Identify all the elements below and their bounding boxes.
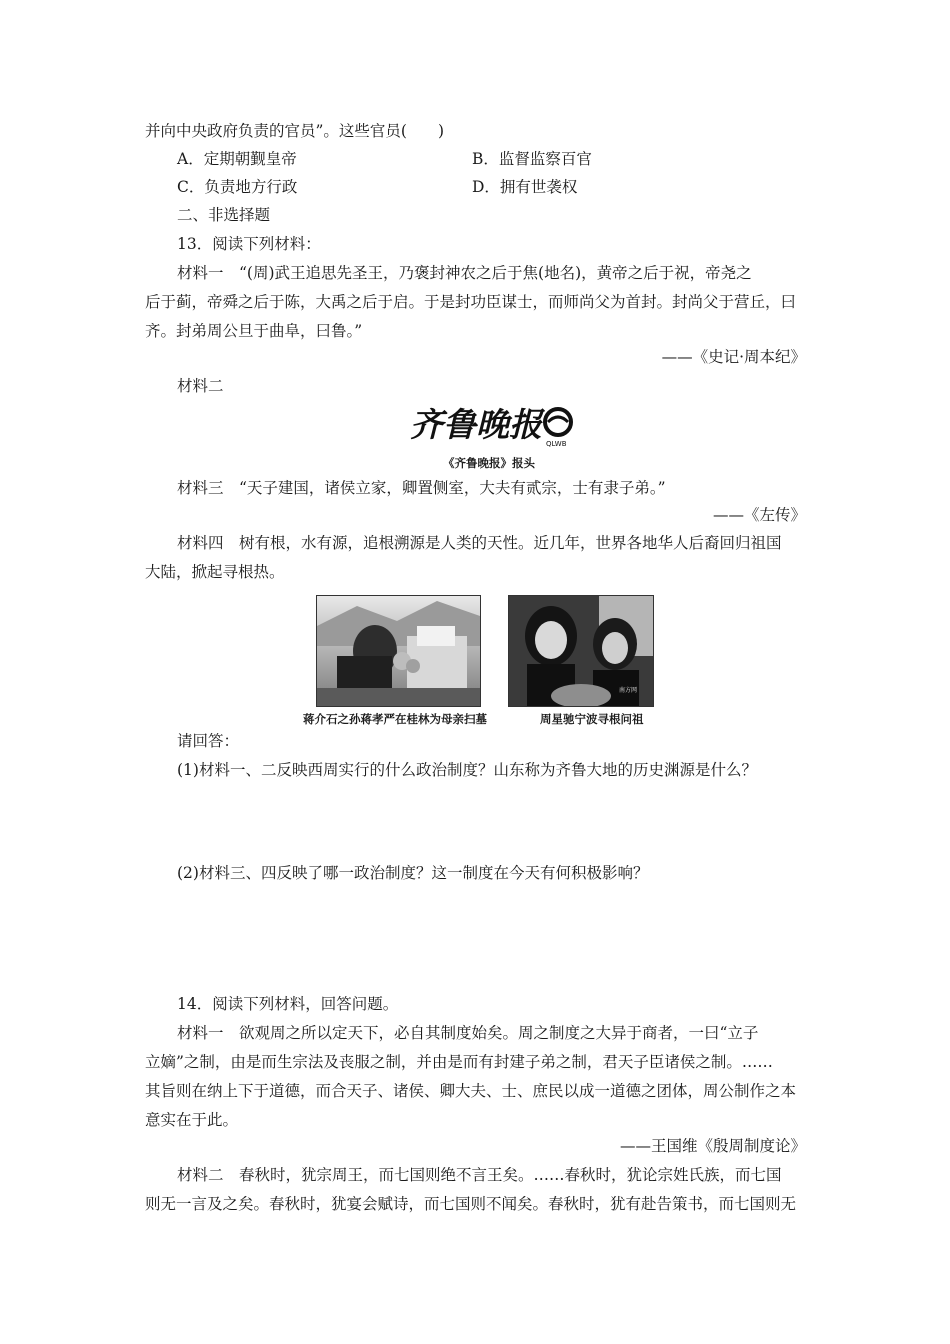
q13-material3: 材料三 “天子建国，诸侯立家，卿置侧室，大夫有贰宗，士有隶子弟。” bbox=[177, 479, 666, 497]
masthead-caption: 《齐鲁晚报》报头 bbox=[443, 456, 535, 470]
q13-material4-line: 大陆，掀起寻根热。 bbox=[145, 563, 285, 581]
q13-material3-source: ——《左传》 bbox=[712, 506, 806, 524]
q12-stem-end: 并向中央政府负责的官员”。这些官员( ) bbox=[145, 122, 445, 140]
q13-answer-prompt: 请回答： bbox=[177, 732, 240, 750]
q13-intro: 13．阅读下列材料： bbox=[177, 235, 321, 253]
svg-text:南方网: 南方网 bbox=[619, 687, 638, 694]
section-title: 二、非选择题 bbox=[177, 206, 271, 224]
q13-material2-label: 材料二 bbox=[177, 377, 224, 395]
swirl-emblem-icon bbox=[545, 409, 571, 435]
photo-tomb-sweeping bbox=[316, 595, 481, 707]
q13-material4-line: 材料四 树有根，水有源，追根溯源是人类的天性。近几年，世界各地华人后裔回归祖国 bbox=[177, 534, 782, 552]
q14-material1-line: 材料一 欲观周之所以定天下，必自其制度始矣。周之制度之大异于商者，一曰“立子 bbox=[177, 1024, 759, 1042]
q14-material1-line: 意实在于此。 bbox=[145, 1111, 239, 1129]
svg-text:QLWB: QLWB bbox=[546, 440, 567, 448]
svg-text:齐鲁晚报: 齐鲁晚报 bbox=[410, 405, 542, 444]
photo1-caption: 蒋介石之孙蒋孝严在桂林为母亲扫墓 bbox=[303, 712, 487, 726]
q13-material1-line: 材料一 “(周)武王追思先圣王，乃褒封神农之后于焦(地名)，黄帝之后于祝，帝尧之 bbox=[177, 264, 752, 282]
q12-option-a: A．定期朝觐皇帝 bbox=[177, 150, 297, 168]
q12-option-b: B．监督监察百官 bbox=[472, 150, 592, 168]
q14-material2-line: 则无一言及之矣。春秋时，犹宴会赋诗，而七国则不闻矣。春秋时，犹有赴告策书，而七国则无 bbox=[145, 1195, 797, 1213]
q14-material2-line: 材料二 春秋时，犹宗周王，而七国则绝不言王矣。……春秋时，犹论宗姓氏族，而七国 bbox=[177, 1166, 782, 1184]
qilu-evening-news-logo bbox=[408, 400, 578, 450]
q13-subquestion-2: (2)材料三、四反映了哪一政治制度？这一制度在今天有何积极影响？ bbox=[177, 864, 649, 882]
q13-material1-line: 后于蓟，帝舜之后于陈，大禹之后于启。于是封功臣谋士，而师尚父为首封。封尚父于营丘，曰 bbox=[145, 293, 797, 311]
q12-option-d: D．拥有世袭权 bbox=[472, 178, 578, 196]
q14-intro: 14．阅读下列材料，回答问题。 bbox=[177, 995, 399, 1013]
q14-material1-line: 立嫡”之制，由是而生宗法及丧服之制，并由是而有封建子弟之制，君天子臣诸侯之制。…… bbox=[145, 1053, 773, 1071]
photo-ancestry-visit bbox=[508, 595, 654, 707]
photo2-caption: 周星驰宁波寻根问祖 bbox=[540, 712, 644, 726]
q12-option-c: C．负责地方行政 bbox=[177, 178, 298, 196]
q14-material1-line: 其旨则在纳上下于道德，而合天子、诸侯、卿大夫、士、庶民以成一道德之团体，周公制作之本 bbox=[145, 1082, 797, 1100]
q13-material1-line: 齐。封弟周公旦于曲阜，曰鲁。” bbox=[145, 322, 363, 340]
q13-subquestion-1: (1)材料一、二反映西周实行的什么政治制度？山东称为齐鲁大地的历史渊源是什么？ bbox=[177, 761, 757, 779]
q14-material1-source: ——王国维《殷周制度论》 bbox=[619, 1137, 806, 1155]
q13-material1-source: ——《史记·周本纪》 bbox=[661, 348, 806, 366]
